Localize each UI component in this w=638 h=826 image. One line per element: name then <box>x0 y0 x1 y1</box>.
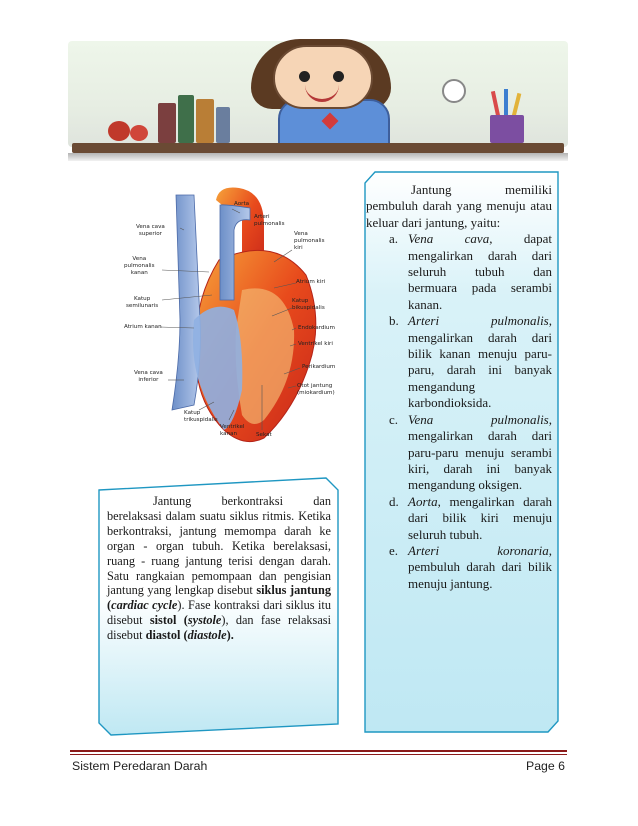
vessel-list <box>366 231 552 592</box>
callout-paragraph <box>107 494 331 643</box>
header-banner-illustration <box>68 35 568 159</box>
footer-rule <box>70 750 567 752</box>
label-otot-jantung: Otot jantung (miokardium) <box>297 383 335 396</box>
vessel-list-text <box>366 182 552 592</box>
vessel-term: Vena pulmonalis <box>408 411 549 427</box>
label-ventrikel-kiri: Ventrikel kiri <box>298 341 333 347</box>
footer-title: Sistem Peredaran Darah <box>72 759 208 773</box>
label-atrium-kanan: Atrium kanan <box>124 324 162 330</box>
girl-face-icon <box>273 45 373 109</box>
heart-anatomy-figure <box>124 180 338 455</box>
book-icon <box>178 95 194 143</box>
definition-callout-box <box>97 476 340 738</box>
label-aorta: Aorta <box>234 201 250 207</box>
label-endokardium: Endokardium <box>298 325 335 331</box>
footer-rule-thin <box>70 754 567 755</box>
term-siklus-jantung: siklus jantung <box>256 583 331 598</box>
label-vena-cava-inferior: Vena cava inferior <box>134 370 163 383</box>
vessel-desc: , pembuluh darah dari bilik menuju jantung. <box>408 542 552 591</box>
page-number: Page 6 <box>526 759 565 773</box>
label-vena-cava-superior: Vena cava superior <box>136 224 165 237</box>
label-katup-semilunaris: Katup semilunaris <box>126 296 159 309</box>
list-marker: e. <box>389 542 399 558</box>
label-sekat: Sekat <box>256 432 272 438</box>
label-arteri-pulmonalis: Arteri pulmonalis <box>254 214 285 227</box>
list-item <box>366 313 552 411</box>
list-item <box>366 412 552 494</box>
list-marker: a. <box>389 231 399 247</box>
intro-paragraph: Jantung memiliki pembuluh darah yang menuju atau keluar dari jantung, yaitu: <box>366 182 552 230</box>
term-cardiac-cycle: cardiac cycle <box>111 598 178 613</box>
vessel-term: Aorta <box>408 493 438 509</box>
list-item <box>366 543 552 592</box>
list-item <box>366 231 552 313</box>
vessel-term: Arteri koronaria <box>408 542 549 558</box>
blood-vessels-callout-box <box>363 171 561 734</box>
vessel-desc: , mengalirkan darah dari paru-paru menuju serambi kiri, darah ini banyak mengandung oksigen. <box>408 411 552 493</box>
text-run: ), dan fase relaksasi disebut <box>107 613 331 643</box>
label-atrium-kiri: Atrium kiri <box>296 279 326 285</box>
text-run: ). <box>226 628 234 643</box>
term-systole: systole <box>187 613 222 628</box>
label-perikardium: Perikardium <box>302 364 336 370</box>
vessel-desc: , mengalirkan darah dari bilik kiri menuju seluruh tubuh. <box>408 493 552 542</box>
list-item <box>366 494 552 543</box>
label-katup-bikuspidalis: Katup bikuspidalis <box>292 298 325 311</box>
vessel-term: Vena cava <box>408 231 490 247</box>
shelf <box>72 143 564 153</box>
text-run: Jantung berkontraksi dan berelaksasi dalam suatu siklus ritmis. Ketika berkontraksi, jantung memompa darah ke organ - organ tubuh. Ketika berelaksasi, ruang - ruang jantung terisi dengan darah. Satu rangkaian pemompaan dan pengisian jantung yang lengkap disebut <box>107 494 331 598</box>
text-run: ). Fase kontraksi dari siklus itu disebut <box>107 598 331 628</box>
label-katup-trikuspidalis: Katup trikuspidalis <box>184 410 218 423</box>
text-run: ( <box>176 613 188 628</box>
list-marker: d. <box>389 493 399 509</box>
text-run: ( <box>180 628 188 643</box>
label-ventrikel-kanan: Ventrikel kanan <box>220 424 245 437</box>
term-diastole: diastole <box>187 628 227 643</box>
shelf-shadow <box>68 153 568 161</box>
pencil-cup-icon <box>488 91 526 143</box>
vessel-desc: , mengalirkan darah dari bilik kanan menuju paru-paru, darah ini banyak mengandung karbondioksida. <box>408 313 552 411</box>
label-vena-pulmonalis-kiri: Vena pulmonalis kiri <box>294 231 325 251</box>
text-run: ( <box>107 598 112 613</box>
term-diastol: diastol <box>145 628 181 643</box>
book-icon <box>158 103 176 143</box>
book-icon <box>216 107 230 143</box>
term-sistol: sistol <box>149 613 177 628</box>
label-vena-pulmonalis-kanan: Vena pulmonalis kanan <box>124 256 155 276</box>
apple-icon <box>130 125 148 141</box>
heart-illustration <box>124 180 338 455</box>
vessel-desc: , dapat mengalirkan darah dari seluruh tubuh dan bermuara pada serambi kanan. <box>408 231 552 312</box>
list-marker: c. <box>389 411 399 427</box>
list-marker: b. <box>389 313 399 329</box>
apple-icon <box>108 121 130 141</box>
flower-icon <box>442 79 466 103</box>
book-icon <box>196 99 214 143</box>
vessel-term: Arteri pulmonalis <box>408 313 549 329</box>
